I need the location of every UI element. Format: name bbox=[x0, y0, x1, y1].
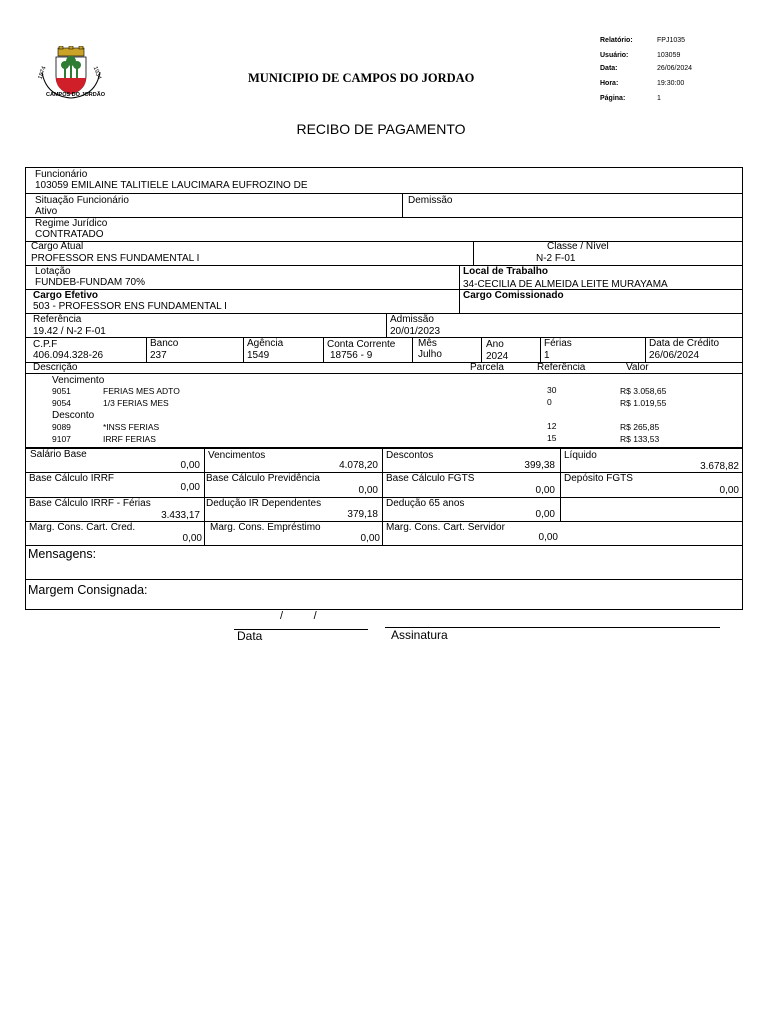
marg-cart-servidor-label: Marg. Cons. Cart. Servidor bbox=[386, 522, 505, 533]
item-desc: FERIAS MES ADTO bbox=[103, 386, 180, 396]
cargo-label: Cargo Atual bbox=[31, 241, 84, 252]
report-field-label: Hora: bbox=[600, 80, 619, 87]
item-ref: 0 bbox=[547, 397, 552, 407]
report-field-label: Relatório: bbox=[600, 37, 633, 44]
demissao-label: Demissão bbox=[408, 195, 453, 206]
descontos-total-value: 399,38 bbox=[524, 460, 555, 471]
vencimento-section-label: Vencimento bbox=[52, 375, 105, 386]
ano-label: Ano bbox=[486, 339, 504, 350]
report-field bbox=[600, 51, 760, 64]
deposito-fgts-label: Depósito FGTS bbox=[564, 473, 633, 484]
mes-label: Mês bbox=[418, 338, 437, 349]
item-desc: 1/3 FERIAS MES bbox=[103, 398, 169, 408]
salario-base-label: Salário Base bbox=[30, 449, 87, 460]
situacao-label: Situação Funcionário bbox=[35, 195, 129, 206]
cargo-efetivo-value: 503 - PROFESSOR ENS FUNDAMENTAL I bbox=[33, 301, 227, 312]
ano-value: 2024 bbox=[486, 351, 509, 362]
funcionario-label: Funcionário bbox=[35, 169, 88, 180]
margem-consignada-label: Margem Consignada: bbox=[28, 583, 148, 597]
item-valor: R$ 1.019,55 bbox=[620, 398, 667, 408]
credito-value: 26/06/2024 bbox=[649, 350, 700, 361]
funcionario-value: 103059 EMILAINE TALITIELE LAUCIMARA EUFROZINO DE bbox=[35, 180, 308, 191]
deducao-65-label: Dedução 65 anos bbox=[386, 498, 465, 509]
marg-cart-cred-value: 0,00 bbox=[182, 533, 202, 544]
report-field bbox=[600, 36, 760, 51]
report-field-label: Data: bbox=[600, 65, 618, 72]
mensagens-label: Mensagens: bbox=[28, 547, 97, 561]
referencia-label: Referência bbox=[33, 314, 82, 325]
local-trabalho-value: 34-CECILIA DE ALMEIDA LEITE MURAYAMA bbox=[463, 279, 668, 290]
ferias-value: 1 bbox=[544, 350, 550, 361]
base-irrf-ferias-label: Base Cálculo IRRF - Férias bbox=[29, 498, 151, 509]
col-descricao: Descrição bbox=[33, 362, 78, 373]
base-irrf-ferias-value: 3.433,17 bbox=[161, 510, 200, 521]
report-field-label: Usuário: bbox=[600, 52, 629, 59]
crest-year-left: 1874 bbox=[37, 65, 48, 81]
ferias-label: Férias bbox=[544, 338, 572, 349]
marg-cart-servidor-value: 0,00 bbox=[538, 532, 558, 543]
report-field-value: 1 bbox=[657, 95, 661, 102]
liquido-value: 3.678,82 bbox=[700, 461, 739, 472]
vencimentos-total-label: Vencimentos bbox=[208, 450, 266, 461]
report-field bbox=[600, 79, 760, 94]
crest-banner-text: CAMPOS DO JORDÃO bbox=[46, 92, 105, 98]
crest-year-right: 1934 bbox=[91, 65, 102, 81]
liquido-label: Líquido bbox=[564, 450, 597, 461]
banco-value: 237 bbox=[150, 350, 167, 361]
conta-value: 18756 - 9 bbox=[330, 350, 373, 361]
deducao-dependentes-value: 379,18 bbox=[347, 509, 378, 520]
classe-value: N-2 F-01 bbox=[536, 253, 576, 264]
report-field bbox=[600, 94, 760, 107]
item-code: 9107 bbox=[52, 434, 71, 444]
report-field-value: 19:30:00 bbox=[657, 80, 685, 87]
item-valor: R$ 133,53 bbox=[620, 434, 660, 444]
base-irrf-value: 0,00 bbox=[180, 482, 200, 493]
date-slashes: / / bbox=[280, 610, 317, 622]
lotacao-label: Lotação bbox=[35, 266, 71, 277]
base-fgts-label: Base Cálculo FGTS bbox=[386, 473, 475, 484]
item-desc: IRRF FERIAS bbox=[103, 434, 156, 444]
report-field-value: 103059 bbox=[657, 52, 681, 59]
item-valor: R$ 265,85 bbox=[620, 422, 660, 432]
banco-label: Banco bbox=[150, 338, 179, 349]
item-valor: R$ 3.058,65 bbox=[620, 386, 667, 396]
base-irrf-label: Base Cálculo IRRF bbox=[29, 473, 115, 484]
report-field-label: Página: bbox=[600, 95, 626, 102]
deducao-65-value: 0,00 bbox=[535, 509, 555, 520]
deducao-dependentes-label: Dedução IR Dependentes bbox=[206, 498, 322, 509]
conta-label: Conta Corrente bbox=[327, 339, 396, 350]
base-previdencia-label: Base Cálculo Previdência bbox=[206, 473, 320, 484]
situacao-value: Ativo bbox=[35, 206, 58, 217]
base-fgts-value: 0,00 bbox=[535, 485, 555, 496]
deposito-fgts-value: 0,00 bbox=[719, 485, 739, 496]
col-referencia: Referência bbox=[537, 362, 586, 373]
agencia-label: Agência bbox=[247, 338, 284, 349]
cpf-label: C.P.F bbox=[33, 339, 58, 350]
cargo-value: PROFESSOR ENS FUNDAMENTAL I bbox=[31, 253, 200, 264]
admissao-value: 20/01/2023 bbox=[390, 326, 441, 337]
cargo-efetivo-label: Cargo Efetivo bbox=[33, 290, 99, 301]
item-ref: 30 bbox=[547, 385, 557, 395]
mes-value: Julho bbox=[418, 349, 442, 360]
document-title: RECIBO DE PAGAMENTO bbox=[296, 121, 466, 137]
referencia-value: 19.42 / N-2 F-01 bbox=[33, 326, 106, 337]
vencimentos-total-value: 4.078,20 bbox=[339, 460, 378, 471]
marg-cart-cred-label: Marg. Cons. Cart. Cred. bbox=[29, 522, 136, 533]
report-field-value: FPJ1035 bbox=[657, 37, 686, 44]
item-desc: *INSS FERIAS bbox=[103, 422, 160, 432]
base-previdencia-value: 0,00 bbox=[358, 485, 378, 496]
col-valor: Valor bbox=[626, 362, 649, 373]
data-label: Data bbox=[237, 629, 263, 643]
regime-value: CONTRATADO bbox=[35, 229, 104, 240]
item-code: 9089 bbox=[52, 422, 71, 432]
mensagens-box bbox=[25, 545, 743, 610]
municipality-name: MUNICIPIO DE CAMPOS DO JORDAO bbox=[248, 71, 475, 85]
item-code: 9054 bbox=[52, 398, 71, 408]
report-field bbox=[600, 64, 760, 79]
cpf-value: 406.094.328-26 bbox=[33, 350, 104, 361]
descontos-total-label: Descontos bbox=[386, 450, 434, 461]
item-code: 9051 bbox=[52, 386, 71, 396]
cargo-comissionado-label: Cargo Comissionado bbox=[463, 290, 564, 301]
lotacao-value: FUNDEB-FUNDAM 70% bbox=[35, 277, 146, 288]
col-parcela: Parcela bbox=[470, 362, 504, 373]
marg-emprestimo-label: Marg. Cons. Empréstimo bbox=[210, 522, 321, 533]
marg-emprestimo-value: 0,00 bbox=[360, 533, 380, 544]
local-trabalho-label: Local de Trabalho bbox=[463, 266, 549, 277]
desconto-section-label: Desconto bbox=[52, 410, 95, 421]
report-field-value: 26/06/2024 bbox=[657, 65, 693, 72]
agencia-value: 1549 bbox=[247, 350, 270, 361]
salario-base-value: 0,00 bbox=[180, 460, 200, 471]
assinatura-label: Assinatura bbox=[391, 628, 448, 642]
classe-label: Classe / Nível bbox=[547, 241, 609, 252]
regime-label: Regime Jurídico bbox=[35, 218, 108, 229]
item-ref: 12 bbox=[547, 421, 557, 431]
credito-label: Data de Crédito bbox=[649, 338, 720, 349]
report-info bbox=[600, 36, 760, 107]
admissao-label: Admissão bbox=[390, 314, 434, 325]
item-ref: 15 bbox=[547, 433, 557, 443]
